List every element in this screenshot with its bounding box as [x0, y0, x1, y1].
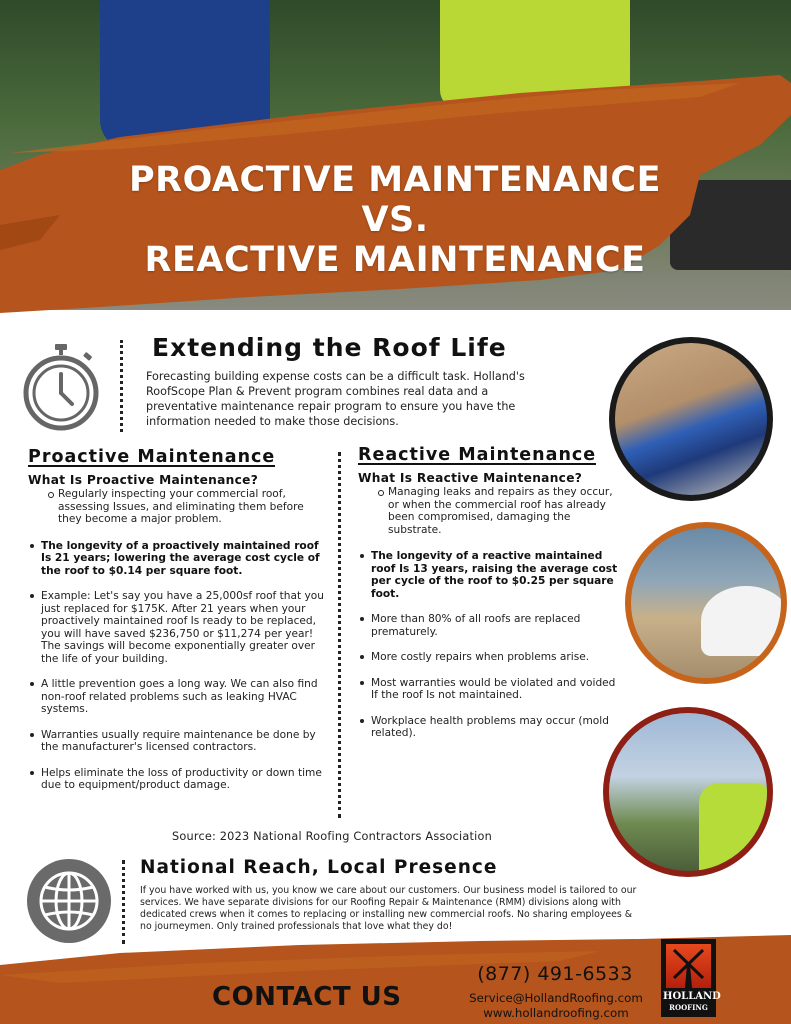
stopwatch-icon — [22, 344, 100, 432]
list-item: The longevity of a proactively maintained roof Is 21 years; lowering the average cost cycle of the roof to $0.14 per square foot. — [41, 540, 330, 578]
dotted-divider — [338, 452, 341, 818]
list-item: Managing leaks and repairs as they occur, or when the commercial roof has already been compromised, damaging the substrate. — [388, 486, 620, 536]
page-title — [60, 160, 730, 280]
intro-paragraph: Forecasting building expense costs can be a difficult task. Holland's RoofScope Plan & Prevent program combines real data and a preventative maintenance repair program to ensure you have the information needed to make those decisions. — [146, 370, 525, 428]
list-item: More costly repairs when problems arise. — [371, 651, 620, 664]
list-item: Warranties usually require maintenance be done by the manufacturer's licensed contractors. — [41, 729, 330, 754]
list-item: Example: Let's say you have a 25,000sf roof that you just replaced for $175K. After 21 years when your proactively maintained roof Is ready to be replaced, you will have saved $236,750 or $11,274 per year! The savings will become exponentially greater over the life of your building. — [41, 590, 330, 665]
section-heading-extend: Extending the Roof Life — [152, 333, 507, 362]
dotted-divider — [120, 340, 123, 432]
proactive-column — [28, 447, 330, 805]
hardhat-photo-circle — [625, 522, 787, 684]
website-link[interactable]: www.hollandroofing.com — [483, 1006, 629, 1020]
reactive-heading: Reactive Maintenance — [358, 445, 597, 465]
logo-text: HOLLAND — [663, 991, 721, 1002]
title-line: VS. — [361, 200, 429, 240]
proactive-heading: Proactive Maintenance — [28, 447, 276, 467]
email-link[interactable]: Service@HollandRoofing.com — [469, 991, 643, 1005]
title-line: PROACTIVE MAINTENANCE — [128, 160, 662, 200]
reactive-definition — [358, 486, 620, 536]
proactive-subheading: What Is Proactive Maintenance? — [28, 472, 259, 487]
company-logo — [661, 939, 721, 1017]
list-item: Helps eliminate the loss of productivity or down time due to equipment/product damage. — [41, 767, 330, 792]
reactive-subheading: What Is Reactive Maintenance? — [358, 470, 583, 485]
title-line: REACTIVE MAINTENANCE — [144, 240, 646, 280]
reactive-column — [358, 445, 620, 753]
contact-us-label: CONTACT US — [212, 982, 402, 1012]
hard-hat — [701, 586, 787, 656]
worker-shirt — [699, 783, 773, 877]
proactive-points — [28, 540, 330, 792]
windmill-icon — [666, 944, 711, 988]
globe-icon — [26, 858, 112, 944]
logo-text: ROOFING — [669, 1003, 708, 1012]
phone-number[interactable]: (877) 491-6533 — [477, 963, 633, 985]
list-item: The longevity of a reactive maintained roof Is 13 years, raising the average cost per cycle of the roof to $0.25 per square foot. — [371, 550, 620, 600]
list-item: Regularly inspecting your commercial roof, assessing Issues, and eliminating them before they become a major problem. — [58, 488, 330, 526]
reach-paragraph: If you have worked with us, you know we care about our customers. Our business model is tailored to our services. We have separate divisions for our Roofing Repair & Maintenance (RMM) divisions along with dedicated crews when it comes to replacing or installing new commercial roofs. No sharing employees & no journeymen. Only trained professionals that love what they do! — [140, 885, 637, 932]
list-item: Workplace health problems may occur (mold related). — [371, 715, 620, 740]
list-item: Most warranties would be violated and voided If the roof Is not maintained. — [371, 677, 620, 702]
list-item: A little prevention goes a long way. We can also find non-roof related problems such as leaking HVAC systems. — [41, 678, 330, 716]
roofer-photo-circle — [609, 337, 773, 501]
section-heading-reach: National Reach, Local Presence — [140, 857, 498, 878]
dotted-divider — [122, 860, 125, 944]
worker-photo-circle — [603, 707, 773, 877]
list-item: More than 80% of all roofs are replaced prematurely. — [371, 613, 620, 638]
source-citation: Source: 2023 National Roofing Contractors Association — [172, 830, 492, 843]
proactive-definition — [28, 488, 330, 526]
reactive-points — [358, 550, 620, 740]
